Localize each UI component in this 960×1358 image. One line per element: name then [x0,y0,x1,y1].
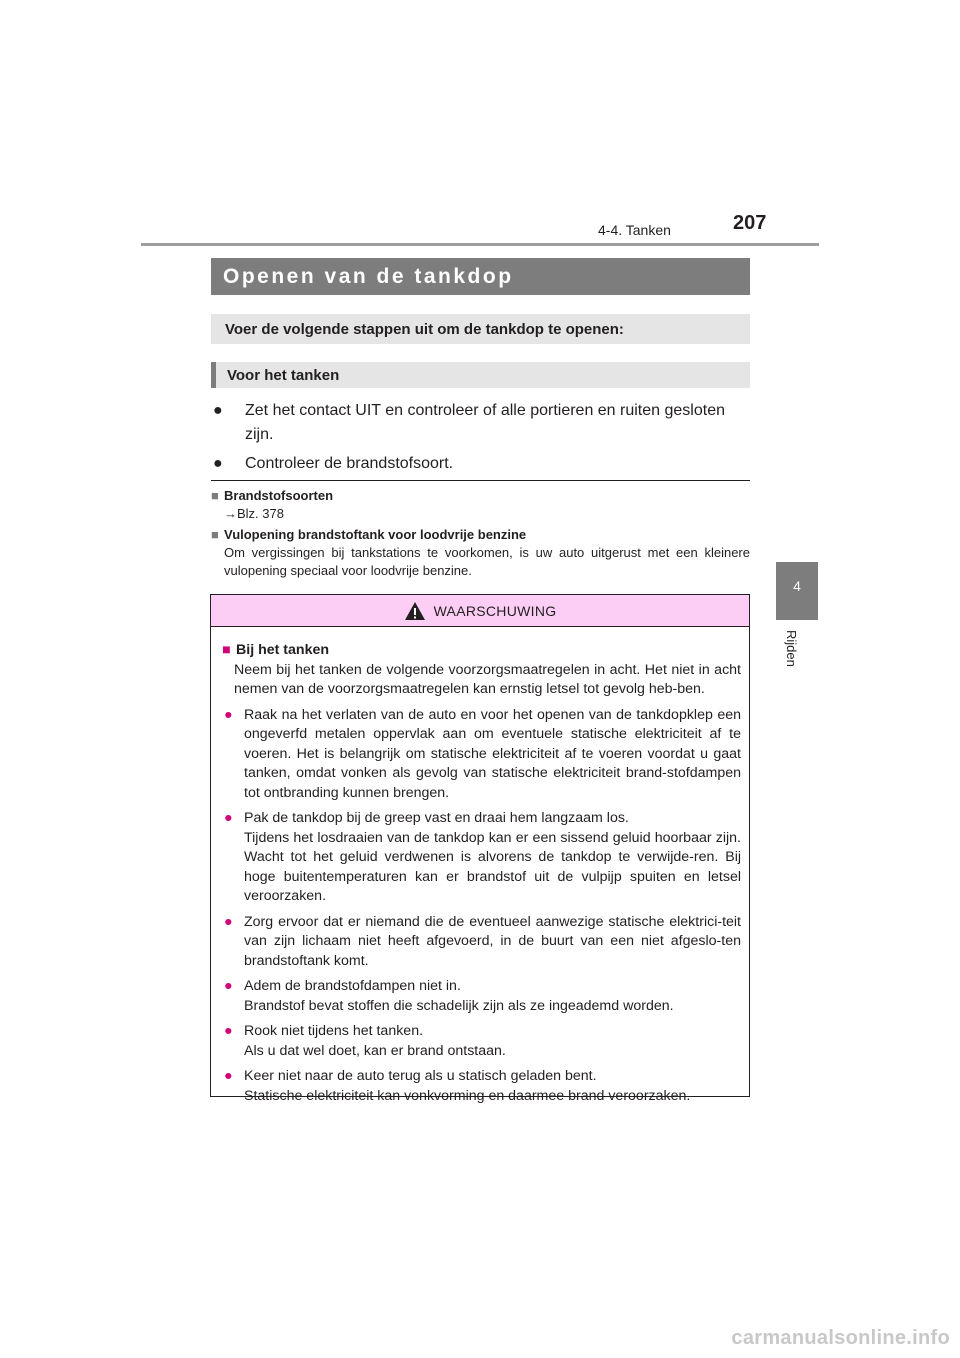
notes-section [211,487,750,580]
list-item [222,1022,741,1061]
warning-box [210,594,750,1104]
bullet-icon: ● [224,913,233,930]
bullet-icon: ● [213,455,223,472]
warning-intro: Neem bij het tanken de volgende voorzorgsmaatregelen in acht. Het niet in acht nemen van de voorzorgsmaatregelen kan ernstig letsel tot gevolg heb-ben. [234,661,741,697]
note-heading [211,526,750,544]
list-item [222,977,741,1016]
page-number: 207 [733,212,767,234]
warning-header [211,595,749,627]
note-heading-text: Vulopening brandstoftank voor loodvrije benzine [224,527,527,542]
warning-item-text: Adem de brandstofdampen niet in. [244,978,461,994]
list-item [222,706,741,804]
intro-text: Voer de volgende stappen uit om de tankdop te openen: [225,320,624,338]
header-divider [141,243,819,246]
warning-title: WAARSCHUWING [433,602,557,619]
page-title: Openen van de tankdop [223,264,514,288]
list-item [211,399,750,447]
square-bullet-icon: ■ [222,642,231,658]
warning-item-subtext: Statische elektriciteit kan vonkvorming en daarmee brand veroorzaken. [244,1087,691,1104]
bullet-icon: ● [224,1068,233,1084]
note-body: →Blz. 378 [224,506,284,521]
warning-content [211,627,749,1106]
warning-item-subtext: Als u dat wel doet, kan er brand ontstaan. [244,1042,506,1059]
square-bullet-icon: ■ [211,527,219,542]
warning-item-text: Rook niet tijdens het tanken. [244,1023,424,1039]
chapter-label: Rijden [784,630,799,667]
bullet-text: Zet het contact UIT en controleer of alle portieren en ruiten gesloten zijn. [245,402,725,443]
list-item [222,1067,741,1106]
warning-item-subtext: Tijdens het losdraaien van de tankdop kan er een sissend geluid hoorbaar zijn. Wacht tot het geluid verdwenen is alvorens de tankdop te verwijde-ren. Bij hoge buitentemperaturen kan er brandstof uit de vulpijp spuiten en letsel veroorzaken. [244,829,741,904]
bullet-list [211,399,750,481]
bullet-icon: ● [213,402,223,419]
bullet-icon: ● [224,978,233,994]
bullet-icon: ● [224,810,233,826]
title-bar [211,258,750,295]
bullet-icon: ● [224,706,233,723]
warning-item-subtext: Brandstof bevat stoffen die schadelijk zijn als ze ingeademd worden. [244,997,674,1014]
bullet-text: Controleer de brandstofsoort. [245,455,454,472]
watermark: carmanualsonline.info [731,1327,950,1349]
bullet-icon: ● [224,1023,233,1039]
warning-triangle-icon [404,601,426,621]
warning-heading [222,641,741,661]
warning-item-text: Keer niet naar de auto terug als u statisch geladen bent. [244,1068,597,1084]
list-item [211,452,750,476]
note-heading [211,487,750,505]
subheading-text: Voor het tanken [227,366,340,384]
subheading-box [211,362,750,388]
chapter-number: 4 [793,578,801,594]
warning-item-text: Pak de tankdop bij de greep vast en draai hem langzaam los. [244,810,629,826]
intro-box [211,314,750,344]
list-item [222,913,741,972]
warning-item-text: Raak na het verlaten van de auto en voor het openen van de tankdopklep een ongeverfd metalen oppervlak aan om eventuele statische elektriciteit af te voeren. Het is belangrijk om statische elektriciteit af te voeren voordat u gaat tanken, omdat vonken als gevolg van statische elektriciteit brand-stofdampen tot ontbranding kunnen brengen. [244,706,741,801]
warning-heading-text: Bij het tanken [236,642,330,658]
note-body: Om vergissingen bij tankstations te voorkomen, is uw auto uitgerust met een kleinere vulopening speciaal voor loodvrije benzine. [224,545,750,578]
note-heading-text: Brandstofsoorten [224,488,334,503]
section-label: 4-4. Tanken [598,222,671,238]
square-bullet-icon: ■ [211,488,219,503]
content-divider [211,480,750,481]
warning-item-text: Zorg ervoor dat er niemand die de eventueel aanwezige statische elektrici-teit van zijn lichaam niet heeft afgevoerd, in de buurt van een niet afgeslo-ten brandstoftank komt. [244,913,741,969]
list-item [222,809,741,907]
